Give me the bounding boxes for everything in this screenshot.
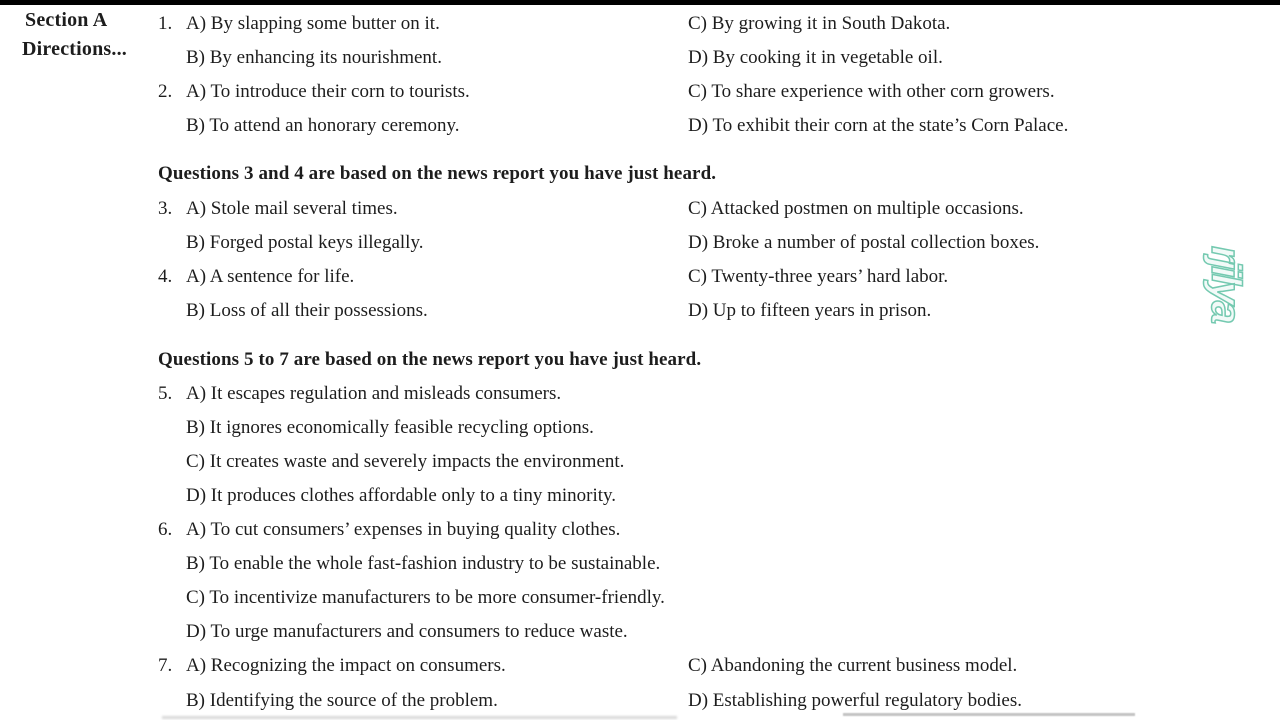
- option-text: C) To share experience with other corn growers.: [688, 81, 1055, 102]
- option-text: C) Abandoning the current business model.: [688, 655, 1018, 676]
- section-label: Section A: [25, 9, 108, 31]
- scan-artifact: [843, 713, 1135, 716]
- letterbox-bar-top: [0, 0, 1280, 5]
- watermark-text: rjilya: [1203, 246, 1250, 321]
- option-text: A) Stole mail several times.: [186, 198, 398, 219]
- option-text: D) Broke a number of postal collection boxes.: [688, 232, 1040, 253]
- question-number: 1.: [158, 13, 173, 34]
- option-text: D) To exhibit their corn at the state’s Corn Palace.: [688, 115, 1069, 136]
- option-text: D) By cooking it in vegetable oil.: [688, 47, 943, 68]
- option-text: A) By slapping some butter on it.: [186, 13, 440, 34]
- option-text: A) To cut consumers’ expenses in buying quality clothes.: [186, 519, 621, 540]
- option-text: C) Twenty-three years’ hard labor.: [688, 266, 949, 287]
- directions-label: Directions...: [22, 38, 127, 60]
- option-text: B) By enhancing its nourishment.: [186, 47, 442, 68]
- option-text: C) To incentivize manufacturers to be more consumer-friendly.: [186, 587, 665, 608]
- question-number: 6.: [158, 519, 173, 540]
- question-number: 3.: [158, 198, 173, 219]
- question-number: 2.: [158, 81, 173, 102]
- option-text: B) Identifying the source of the problem.: [186, 690, 498, 711]
- option-text: C) Attacked postmen on multiple occasions.: [688, 198, 1024, 219]
- option-text: A) Recognizing the impact on consumers.: [186, 655, 506, 676]
- option-text: A) It escapes regulation and misleads consumers.: [186, 383, 562, 404]
- option-text: B) Loss of all their possessions.: [186, 300, 428, 321]
- scan-artifact: [162, 716, 677, 719]
- option-text: C) By growing it in South Dakota.: [688, 13, 951, 34]
- option-text: D) To urge manufacturers and consumers to reduce waste.: [186, 621, 628, 642]
- option-text: B) Forged postal keys illegally.: [186, 232, 424, 253]
- option-text: C) It creates waste and severely impacts the environment.: [186, 451, 625, 472]
- group-header: Questions 5 to 7 are based on the news report you have just heard.: [158, 349, 702, 370]
- group-header: Questions 3 and 4 are based on the news report you have just heard.: [158, 163, 717, 184]
- question-number: 5.: [158, 383, 173, 404]
- option-text: B) To enable the whole fast-fashion industry to be sustainable.: [186, 553, 661, 574]
- option-text: D) It produces clothes affordable only to a tiny minority.: [186, 485, 617, 506]
- option-text: B) It ignores economically feasible recycling options.: [186, 417, 594, 438]
- option-text: D) Up to fifteen years in prison.: [688, 300, 932, 321]
- option-text: A) A sentence for life.: [186, 266, 355, 287]
- question-number: 7.: [158, 655, 173, 676]
- option-text: D) Establishing powerful regulatory bodies.: [688, 690, 1023, 711]
- option-text: A) To introduce their corn to tourists.: [186, 81, 470, 102]
- question-number: 4.: [158, 266, 173, 287]
- option-text: B) To attend an honorary ceremony.: [186, 115, 460, 136]
